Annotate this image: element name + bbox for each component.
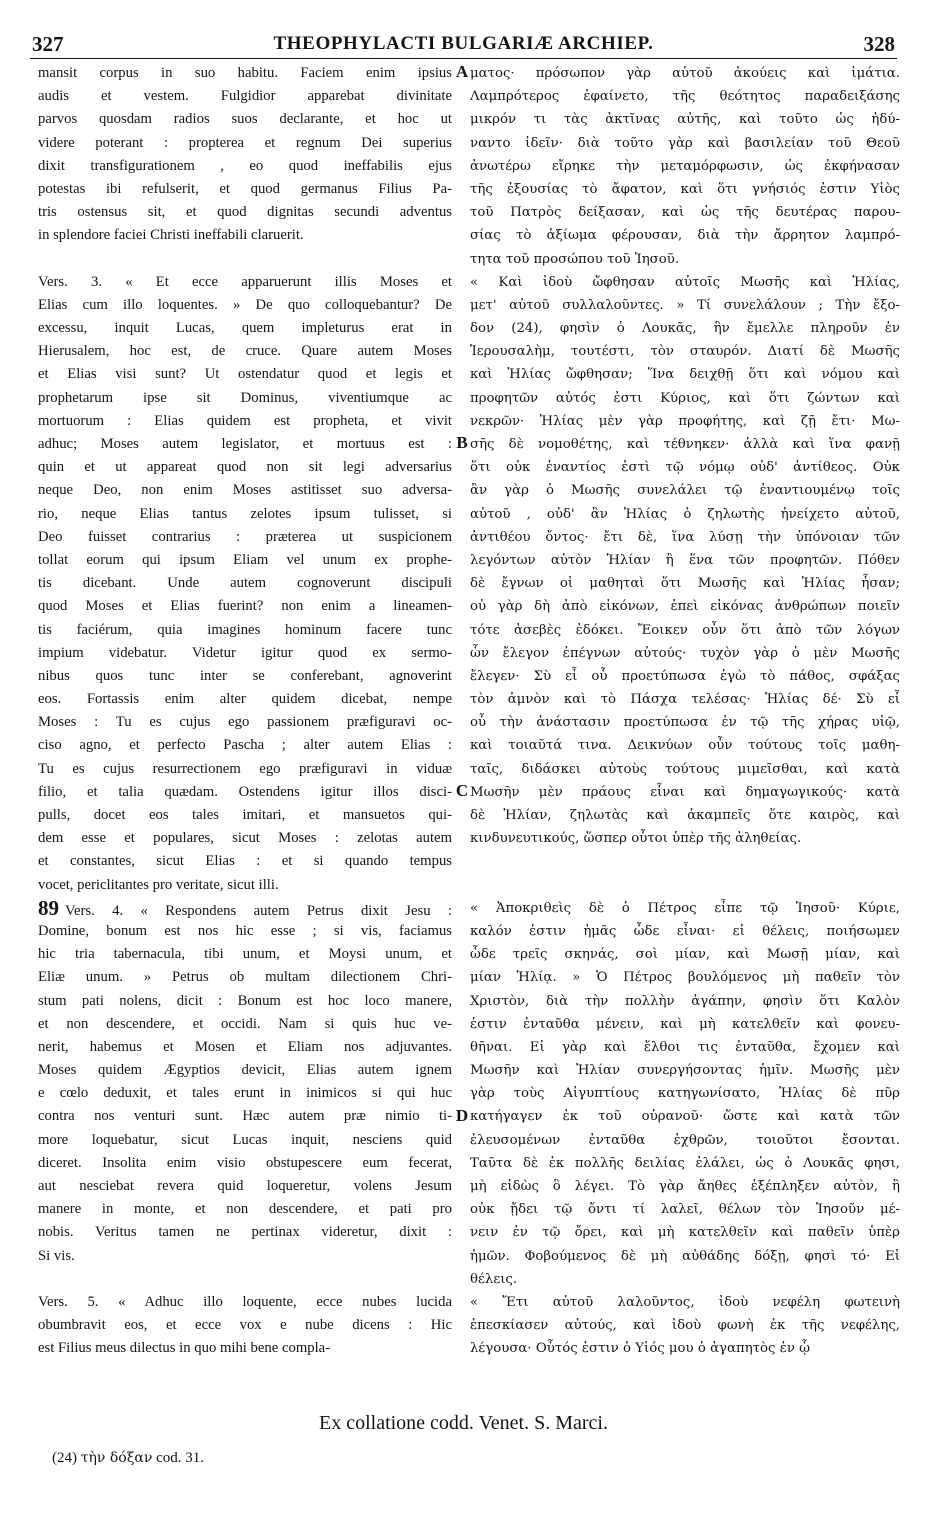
line-text: aut nesciebat revera quid loqueretur, volens Jesum [38, 1178, 452, 1194]
line-text: Μωσῆν μὲν πράους εἶναι καὶ δημαγωγικούς· κατὰ [470, 784, 900, 800]
latin-line [38, 1268, 452, 1291]
collation-note: Ex collatione codd. Venet. S. Marci. [318, 1412, 608, 1434]
line-text: Λαμπρότερος ἐφαίνετο, τῆς θεότητος παραδειξάσης [470, 89, 900, 105]
latin-line [38, 503, 452, 526]
greek-line [470, 85, 900, 108]
greek-line [470, 201, 900, 224]
latin-line [38, 387, 452, 410]
latin-line [38, 874, 452, 897]
line-text: filio, et talia quædam. Ostendens igitur illos disci- [38, 783, 452, 800]
line-text: nobis. Veritus tamen ne pertinax videretur, dixit : [38, 1224, 452, 1241]
line-text: οὐ γὰρ δὴ ἀπὸ εἰκόνων, ἐπεὶ εἰκόνας ἀνθρώπων ποιεῖν [470, 599, 900, 615]
line-text: « Καὶ ἰδοὺ ὤφθησαν αὐτοῖς Μωσῆς καὶ Ἠλίας, [470, 274, 900, 290]
line-text: pulls, docet eos tales imitari, et mansuetos qui- [38, 807, 452, 823]
greek-line [470, 665, 900, 688]
line-text: Si vis. [38, 1247, 75, 1264]
line-text: obumbravit eos, et ecce vox e nube dicens : Hic [38, 1317, 452, 1334]
greek-line [470, 758, 900, 781]
margin-letter-d: D [455, 1106, 469, 1125]
line-text: λέγουσα· Οὗτός ἐστιν ὁ Υἱός μου ὁ ἀγαπητὸς ἐν ᾧ [470, 1341, 810, 1357]
latin-line [38, 62, 452, 85]
line-text: τῆς ἐξουσίας τὸ ἄφατον, καὶ ὅτι γνήσιός ἐστιν Υἱὸς [470, 181, 900, 197]
latin-line [38, 920, 452, 943]
greek-line [470, 1314, 900, 1337]
latin-line [38, 711, 452, 734]
greek-line [470, 387, 900, 410]
greek-line [470, 549, 900, 572]
line-text: stum pati nolens, dicit : Bonum est hoc loco manere, [38, 992, 452, 1009]
line-text: δὲ Ἠλίαν, ζηλωτὰς καὶ ἀκαμπεῖς ὅτε καιρὸς, καὶ [470, 808, 900, 823]
greek-line [470, 479, 900, 502]
greek-line [470, 595, 900, 618]
footnote-reference: cod. 31. [156, 1450, 205, 1466]
greek-line [470, 1059, 900, 1082]
latin-line [38, 85, 452, 108]
line-text: Eliæ unum. » Petrus ob multam dilectionem Chri- [38, 969, 452, 986]
line-text: γὰρ τοὺς Αἰγυπτίους κατηγωνίσατο, Ἠλίας δὲ πῦρ [470, 1086, 900, 1102]
latin-line [38, 966, 452, 989]
line-text: Moses quidem Ægyptios devicit, Elias autem ignem [38, 1062, 452, 1079]
latin-line [38, 132, 452, 155]
latin-line [38, 294, 452, 317]
line-text: Ἱερουσαλὴμ, τουτέστι, τὸν σταυρόν. Διατί δὲ Μωσῆς [470, 344, 900, 360]
greek-line [470, 1337, 900, 1360]
greek-line [470, 363, 900, 386]
line-text: mansit corpus in suo habitu. Faciem enim ipsius [38, 65, 452, 81]
greek-line [470, 178, 900, 201]
greek-line [470, 1013, 900, 1036]
line-text: adhuc; Moses autem legislator, et mortuus est : [38, 436, 452, 452]
latin-line [38, 804, 452, 827]
line-text: Μωσῆν καὶ Ἠλίαν συνεργήσοντας ἡμῖν. Μωσῆς μὲν [470, 1063, 900, 1079]
latin-line [38, 897, 452, 920]
line-text: quin et ut appareat quod non sit legi adversarius [38, 459, 452, 476]
line-text: prophetarum ipse sit Dominus, viventiumque ac [38, 389, 452, 406]
latin-line [38, 734, 452, 757]
line-text: tris ostensus sit, et quod dignitas secundi adventus [38, 204, 452, 221]
line-text: Ταῦτα δὲ ἐκ πολλῆς δειλίας ἐλάλει, ὡς ὁ Λουκᾶς φησι, [470, 1155, 900, 1171]
latin-line [38, 549, 452, 572]
line-text: et constantes, sicut Elias : et si quando tempus [38, 853, 452, 870]
greek-line [470, 619, 900, 642]
greek-line [470, 850, 900, 873]
greek-line [470, 1082, 900, 1105]
line-text: mortuorum : Elias quidem est propheta, et vivit [38, 412, 452, 429]
footnote-mark: (24) [52, 1450, 77, 1466]
latin-line [38, 108, 452, 131]
line-text: nibus quos tunc inter se conferebant, agnoverint [38, 667, 452, 684]
line-text: νειν ἐν τῷ ὄρει, καὶ μὴ κατελθεῖν καὶ παθεῖν ὑπὲρ [470, 1225, 900, 1241]
line-text: more loquebatur, sicut Lucas inquit, nesciens quid [38, 1131, 452, 1148]
latin-line [38, 827, 452, 850]
line-text: et Elias visi sunt? Ut ostendatur quod et legis et [38, 366, 452, 383]
line-text: et non descendere, et occidi. Nam si quis huc ve- [38, 1015, 452, 1032]
line-text: ἐπεσκίασεν αὐτούς, καὶ ἰδοὺ φωνὴ ἐκ τῆς νεφέλης, [470, 1318, 900, 1334]
line-text: οὐκ ᾔδει τῷ ὄντι τί λαλεῖ, θέλων τὸν Ἰησοῦν μέ- [470, 1202, 900, 1218]
line-text: Elias cum illo loquentes. » De quo colloquebantur? De [38, 296, 452, 313]
line-text: dixit transfigurationem , eo quod ineffabilis ejus [38, 157, 452, 174]
line-text: ὅτι οὐκ ἐναντίος ἐστὶ τῷ νόμῳ οὐδ' ἀντίθεος. Οὐκ [470, 460, 900, 476]
latin-line [38, 1314, 452, 1337]
latin-line [38, 990, 452, 1013]
line-text: μετ' αὐτοῦ συλλαλοῦντες. » Τί συνελάλουν ; Τὴν ἔξο- [470, 297, 900, 313]
line-text: κατήγαγεν ἐκ τοῦ οὐρανοῦ· ὥστε καὶ κατὰ τῶν [470, 1109, 900, 1125]
line-text: τητα τοῦ προσώπου τοῦ Ἰησοῦ. [470, 251, 680, 267]
line-text: Vers. 5. « Adhuc illo loquente, ecce nubes lucida [38, 1293, 452, 1310]
line-text: ὧδε τρεῖς σκηνάς, σοὶ μίαν, καὶ Μωσῇ μίαν, καὶ [470, 947, 900, 963]
greek-line [470, 1268, 900, 1291]
line-text: rio, neque Elias tantus zelotes ipsum tulisset, si [38, 505, 452, 522]
line-text: « Ἀποκριθεὶς δὲ ὁ Πέτρος εἶπε τῷ Ἰησοῦ· Κύριε, [470, 900, 900, 916]
line-text: ciso agno, et perfecto Pascha ; alter autem Elias : [38, 737, 452, 754]
greek-line [470, 642, 900, 665]
line-text: καὶ Ἠλίας ὤφθησαν; Ἵνα δειχθῇ ὅτι καὶ νόμου καὶ [470, 367, 900, 383]
line-text: contra nos venturi sunt. Hæc autem præ nimio ti- [38, 1108, 452, 1125]
latin-line [38, 201, 452, 224]
line-text: quod Moses et Elias fuerint? non enim a lineamen- [38, 598, 452, 615]
line-text: θέλεις. [470, 1271, 518, 1287]
latin-line [38, 224, 452, 247]
greek-line [470, 1245, 900, 1268]
greek-line [470, 410, 900, 433]
latin-line [38, 1082, 452, 1105]
line-text: tis faciérum, quia imagines hominum facere tunc [38, 621, 452, 638]
greek-line [470, 271, 900, 294]
page-number-left: 327 [32, 32, 64, 56]
line-text: ὧν ἔλεγον ἐπέγνων αὐτούς· τυχὸν γὰρ ὁ μὲν Μωσῆς [470, 645, 900, 661]
line-text: λεγόντων αὐτὸν Ἠλίαν ἢ ἕνα τῶν προφητῶν. Πόθεν [470, 552, 900, 568]
latin-line [38, 1245, 452, 1268]
line-text: τὸν ἀμνὸν καὶ τὸ Πάσχα τελέσας· Ἠλίας δέ· Σὺ εἶ [470, 692, 900, 708]
margin-letter-b: B [456, 433, 468, 452]
line-text: τοῦ Πατρὸς δείξασαν, καὶ ὡς τῆς δευτέρας παρου- [470, 205, 900, 221]
line-text: ἐλευσομένων ἐνταῦθα ἐχθρῶν, τοιοῦτοι ἔσονται. [470, 1132, 900, 1148]
greek-line [470, 155, 900, 178]
latin-line [38, 433, 452, 456]
greek-line [470, 781, 900, 804]
line-text: tis dicebant. Unde autem cognoverunt discipuli [38, 575, 452, 592]
greek-line [470, 1221, 900, 1244]
line-text: audis et vestem. Fulgidior apparebat divinitate [38, 88, 452, 105]
line-text: Moses : Tu es cujus ego passionem præfiguravi oc- [38, 714, 452, 731]
latin-line [38, 479, 452, 502]
line-text: σῆς δὲ νομοθέτης, καὶ τέθνηκεν· ἀλλὰ καὶ ἵνα φανῇ [470, 437, 900, 452]
line-text: τότε ἀσεβὲς ἐδόκει. Ἔοικεν οὖν ὅτι ἀπὸ τῶν λόγων [470, 622, 900, 638]
line-text: hic tria tabernacula, tibi unum, et Moysi unum, et [38, 946, 452, 963]
line-text: καλόν ἐστιν ἡμᾶς ὧδε εἶναι· εἰ θέλεις, ποιήσωμεν [470, 923, 900, 939]
line-text: νεκρῶν· Ἠλίας μὲν γὰρ προφήτης, καὶ ζῇ ἔτι· Μω- [470, 413, 900, 429]
greek-line [470, 62, 900, 85]
latin-line [38, 1337, 452, 1360]
line-text: μὴ εἰδὼς ὃ λέγει. Τὸ γὰρ ἄηθες ἐξέπληξεν αὐτὸν, ἢ [470, 1179, 900, 1194]
greek-line [470, 572, 900, 595]
latin-line [38, 665, 452, 688]
line-text: impium videbatur. Videtur igitur quod ex sermo- [38, 644, 452, 661]
greek-line [470, 734, 900, 757]
greek-line [470, 990, 900, 1013]
line-text: e cœlo deduxit, et tales erunt in inimicos si qui huc [38, 1085, 452, 1102]
line-text: ἂν γὰρ ὁ Μωσῆς συνελάλει τῷ ἐναντιουμένῳ τοῖς [470, 483, 900, 499]
latin-line [38, 340, 452, 363]
greek-line [470, 874, 900, 897]
line-text: ἡμῶν. Φοβούμενος δὲ μὴ αὐθάδης δόξῃ, φησὶ τό· Εἰ [470, 1248, 900, 1264]
latin-line [38, 619, 452, 642]
latin-line [38, 943, 452, 966]
line-text: δον (24), φησὶν ὁ Λουκᾶς, ἣν ἔμελλε πληροῦν ἐν [470, 321, 900, 337]
footnote [52, 1450, 204, 1467]
greek-line [470, 526, 900, 549]
latin-line [38, 155, 452, 178]
latin-line [38, 572, 452, 595]
line-text: ἐστιν ἐνταῦθα μένειν, καὶ μὴ κατελθεῖν καὶ φονευ- [470, 1016, 900, 1032]
line-text: manere in monte, et non descendere, et pati pro [38, 1201, 452, 1218]
latin-line [38, 1036, 452, 1059]
line-text: excessu, inquit Lucas, quem impleturus erat in [38, 320, 452, 337]
greek-line [470, 132, 900, 155]
greek-line [470, 688, 900, 711]
greek-line [470, 108, 900, 131]
greek-line [470, 943, 900, 966]
greek-line [470, 804, 900, 827]
line-text: vocet, periclitantes pro veritate, sicut illi. [38, 876, 279, 893]
line-text: μικρόν τι τὰς ἀκτῖνας αὐτῆς, καὶ τοῦτο ὡς ἠδύ- [470, 112, 900, 128]
greek-line [470, 1291, 900, 1314]
line-text: Vers. 3. « Et ecce apparuerunt illis Moses et [38, 273, 452, 290]
latin-line [38, 248, 452, 271]
line-text: Hierusalem, hoc est, de cruce. Quare autem Moses [38, 343, 452, 360]
margin-letter-c: C [455, 781, 469, 800]
latin-line [38, 1291, 452, 1314]
greek-line [470, 1175, 900, 1198]
page-header [30, 30, 897, 59]
running-title: THEOPHYLACTI BULGARIÆ ARCHIEP. [273, 33, 654, 54]
line-text: ναντο ἰδεῖν· διὰ τοῦτο γὰρ καὶ βασιλείαν τοῦ Θεοῦ [470, 135, 900, 151]
greek-line [470, 456, 900, 479]
greek-line [470, 433, 900, 456]
line-text: Tu es cujus resurrectionem ego præfiguravi in viduæ [38, 760, 452, 777]
line-text: Deo fuisset contrarius : præterea ut suspicionem [38, 528, 452, 545]
line-text: neque Deo, non enim Moses astitisset suo adversa- [38, 482, 452, 499]
latin-line [38, 1221, 452, 1244]
section-number: 89 [38, 896, 59, 920]
greek-line [470, 711, 900, 734]
line-text: κινδυνευτικούς, ὥσπερ οὗτοι ὑπὲρ τῆς ἀληθείας. [470, 831, 802, 847]
footnote-greek: τὴν δόξαν [80, 1450, 153, 1466]
line-text: οὗ τὴν ἀνάστασιν προετύπωσα ἐν τῷ τῆς χήρας υἱῷ, [470, 715, 900, 731]
latin-line [38, 1175, 452, 1198]
line-text: μίαν Ἠλίᾳ. » Ὁ Πέτρος βουλόμενος μὴ παθεῖν τὸν [470, 970, 900, 986]
latin-line [38, 1059, 452, 1082]
greek-line [470, 966, 900, 989]
line-text: θῆναι. Εἰ γὰρ καὶ ἔλθοι τις ἐνταῦθα, ἔχομεν καὶ [470, 1039, 900, 1055]
latin-line [38, 758, 452, 781]
latin-column [38, 62, 452, 1361]
line-text: tollat eorum qui ipsum Eliam vel unum ex prophe- [38, 551, 452, 568]
greek-line [470, 1152, 900, 1175]
page-number-right: 328 [863, 32, 895, 56]
latin-line [38, 178, 452, 201]
line-text: ἔλεγεν· Σὺ εἶ οὗ προετύπωσα ἐγὼ τὸ πάθος, σφάξας [470, 668, 900, 684]
line-text: προφητῶν αὐτός ἐστι Κύριος, καὶ ὅτι ζώντων καὶ [470, 390, 900, 406]
line-text: est Filius meus dilectus in quo mihi bene compla- [38, 1340, 331, 1357]
latin-line [38, 271, 452, 294]
latin-line [38, 526, 452, 549]
line-text: dem esse et populares, sicut Moses : zelotas autem [38, 830, 452, 847]
line-text: ματος· πρόσωπον γὰρ αὐτοῦ ἀκούεις καὶ ἱμάτια. [470, 66, 900, 81]
line-text: καὶ τοιαῦτά τινα. Δεικνύων οὖν τούτους τοῖς μαθη- [470, 738, 900, 754]
line-text: in splendore faciei Christi ineffabili claruerit. [38, 227, 304, 244]
line-text: Vers. 4. « Respondens autem Petrus dixit Jesu : [65, 902, 452, 919]
latin-line [38, 850, 452, 873]
latin-line [38, 1105, 452, 1128]
latin-line [38, 456, 452, 479]
greek-column [470, 62, 900, 1361]
line-text: nerit, habemus et Mosen et Eliam nos adjuvantes. [38, 1038, 452, 1055]
greek-line [470, 1105, 900, 1128]
line-text: videre poterant : propterea et regnum Dei superius [38, 134, 452, 151]
greek-line [470, 503, 900, 526]
latin-line [38, 595, 452, 618]
greek-line [470, 340, 900, 363]
greek-line [470, 317, 900, 340]
line-text: ἀνωτέρω εἴρηκε τὴν μεταμόρφωσιν, ὡς ἐκφήνασαν [470, 158, 900, 174]
greek-line [470, 897, 900, 920]
line-text: potestas ibi refulserit, et quod germanus Filius Pa- [38, 180, 452, 197]
latin-line [38, 688, 452, 711]
line-text: δὲ ἔγνων οἱ μαθηταὶ ὅτι Μωσῆς καὶ Ἠλίας ἦσαν; [470, 576, 900, 592]
latin-line [38, 317, 452, 340]
latin-line [38, 1152, 452, 1175]
greek-line [470, 248, 900, 271]
greek-line [470, 1129, 900, 1152]
greek-line [470, 827, 900, 850]
line-text: parvos quosdam radios suos declarante, et hoc ut [38, 111, 452, 128]
line-text: ἀντιθέου ὄντος· ἔτι δὲ, ἵνα λύσῃ τὴν ὑπόνοιαν τῶν [470, 529, 900, 545]
greek-line [470, 224, 900, 247]
line-text: σίας τὸ ἀξίωμα φέρουσαν, διὰ τὴν ἄρρητον λαμπρό- [470, 228, 900, 244]
latin-line [38, 781, 452, 804]
margin-letter-a: A [455, 62, 469, 81]
latin-line [38, 1129, 452, 1152]
latin-line [38, 642, 452, 665]
latin-line [38, 1013, 452, 1036]
line-text: ταῖς, διδάσκει αὐτοὺς τούτους μιμεῖσθαι, καὶ κατὰ [470, 761, 900, 777]
greek-line [470, 294, 900, 317]
greek-line [470, 920, 900, 943]
greek-line [470, 1198, 900, 1221]
line-text: diceret. Insolita enim visio obstupescere eum fecerat, [38, 1154, 452, 1171]
line-text: Domine, bonum est nos hic esse ; si vis, faciamus [38, 922, 452, 939]
line-text: αὐτοῦ , οὐδ' ἂν Ἠλίας ὁ ζηλωτὴς ἠνείχετο αὐτοῦ, [470, 506, 900, 522]
greek-line [470, 1036, 900, 1059]
latin-line [38, 410, 452, 433]
line-text: « Ἔτι αὐτοῦ λαλοῦντος, ἰδοὺ νεφέλη φωτεινὴ [470, 1294, 900, 1310]
line-text: eos. Fortassis enim alter quidem dicebat, nempe [38, 691, 452, 708]
line-text: Χριστὸν, διὰ τὴν πολλὴν ἀγάπην, φησὶν ὅτι Καλὸν [470, 993, 900, 1009]
latin-line [38, 1198, 452, 1221]
latin-line [38, 363, 452, 386]
